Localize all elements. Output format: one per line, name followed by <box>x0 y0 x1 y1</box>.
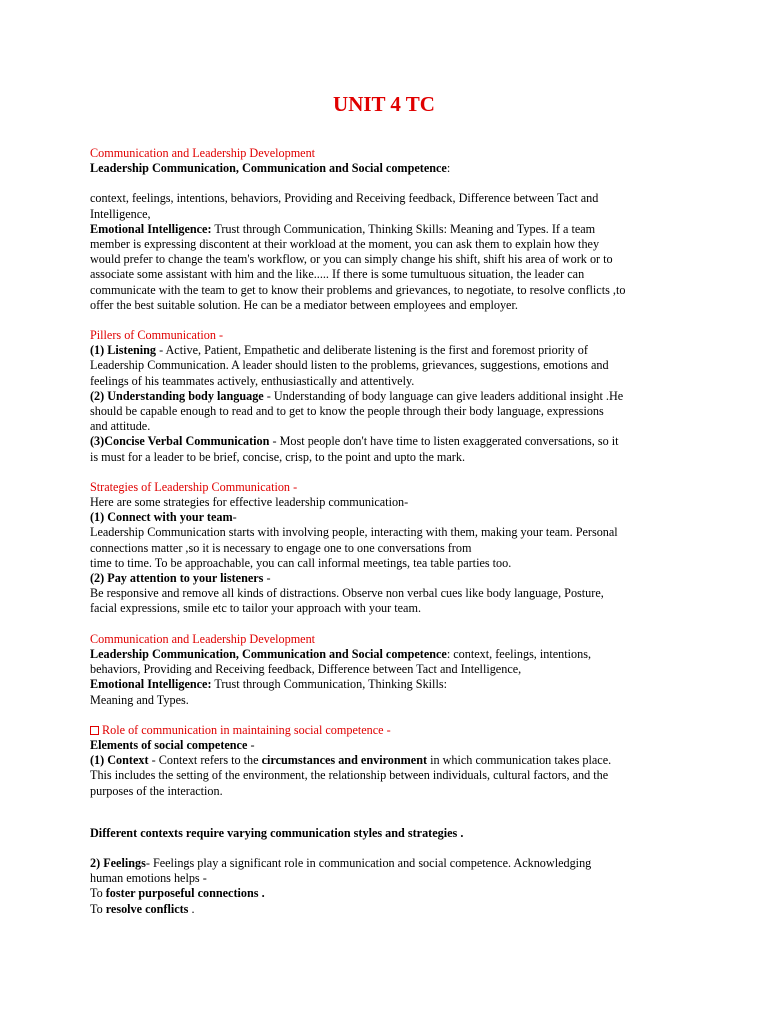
paragraph-line: Intelligence, <box>90 206 151 221</box>
emotional-intelligence-label: Emotional Intelligence: <box>90 677 212 692</box>
paragraph-line: (3)Concise Verbal Communication - Most people don't have time to listen exaggerated conversations, so it <box>90 434 619 449</box>
paragraph-line: connections matter ,so it is necessary to engage one to one conversations from <box>90 540 472 555</box>
paragraph-line: Emotional Intelligence: Trust through Communication, Thinking Skills: <box>90 677 447 692</box>
paragraph-line: (1) Connect with your team- <box>90 510 237 525</box>
paragraph-line: purposes of the interaction. <box>90 783 223 798</box>
paragraph-line: (1) Listening - Active, Patient, Empathetic and deliberate listening is the first and foremost priority of <box>90 343 588 358</box>
paragraph-line: Be responsive and remove all kinds of distractions. Observe non verbal cues like body language, Posture, <box>90 586 604 601</box>
paragraph-line: Leadership Communication. A leader should listen to the problems, grievances, suggestions, emotions and <box>90 358 609 373</box>
paragraph-line: member is expressing discontent at their workload at the moment, you can ask them to explain how they <box>90 237 600 252</box>
paragraph-line: human emotions helps - <box>90 871 207 886</box>
paragraph-line: Meaning and Types. <box>90 692 189 707</box>
section-heading: Strategies of Leadership Communication - <box>90 479 298 494</box>
paragraph-line: and attitude. <box>90 419 151 434</box>
page-title: UNIT 4 TC <box>333 92 435 116</box>
paragraph-line: communicate with the team to get to know their problems and grievances, to negotiate, to resolve conflicts ,to <box>90 282 626 297</box>
paragraph-line: should be capable enough to read and to get to know the people through their body language, expressions <box>90 404 604 419</box>
missing-glyph-icon <box>90 726 99 735</box>
document-body <box>90 146 690 917</box>
emotional-intelligence-label: Emotional Intelligence: <box>90 221 212 236</box>
paragraph-line: (1) Context - Context refers to the circumstances and environment in which communication takes place. <box>90 753 612 768</box>
paragraph-line: Elements of social competence - <box>90 737 255 752</box>
paragraph-line: associate some assistant with him and the like..... If there is some tumultuous situation, the leader can <box>90 267 585 282</box>
paragraph-line: Leadership Communication starts with involving people, interacting with them, making your team. Personal <box>90 525 618 540</box>
paragraph-line: (2) Pay attention to your listeners - <box>90 571 271 586</box>
section-heading: Role of communication in maintaining social competence - <box>90 723 690 738</box>
paragraph-line: Different contexts require varying communication styles and strategies . <box>90 825 464 840</box>
paragraph-line: Here are some strategies for effective leadership communication- <box>90 495 409 510</box>
paragraph-line: offer the best suitable solution. He can be a mediator between employees and employer. <box>90 297 518 312</box>
paragraph-line: To resolve conflicts . <box>90 901 195 916</box>
paragraph-line: behaviors, Providing and Receiving feedback, Difference between Tact and Intelligence, <box>90 662 522 677</box>
section-heading: Communication and Leadership Development <box>90 146 316 160</box>
paragraph-line: is must for a leader to be brief, concise, crisp, to the point and upto the mark. <box>90 449 465 464</box>
paragraph-line: This includes the setting of the environment, the relationship between individuals, cultural factors, and the <box>90 768 609 783</box>
paragraph-line: facial expressions, smile etc to tailor your approach with your team. <box>90 601 421 616</box>
section-subheading: Leadership Communication, Communication and Social competence: <box>90 161 451 176</box>
paragraph-line: To foster purposeful connections . <box>90 886 265 901</box>
section-heading: Communication and Leadership Development <box>90 631 316 646</box>
paragraph-line: context, feelings, intentions, behaviors, Providing and Receiving feedback, Difference between Tact and <box>90 191 599 206</box>
paragraph-line: Leadership Communication, Communication and Social competence: context, feelings, intentions, <box>90 646 592 661</box>
paragraph-line: feelings of his teammates actively, enthusiastically and attentively. <box>90 373 415 388</box>
section-heading: Pillers of Communication - <box>90 328 224 343</box>
paragraph-line: 2) Feelings- Feelings play a significant role in communication and social competence. Acknowledging <box>90 855 592 870</box>
paragraph-line: would prefer to change the team's workflow, or you can simply change his shift, shift his area of work or to <box>90 252 613 267</box>
paragraph-line: (2) Understanding body language - Understanding of body language can give leaders additional insight .He <box>90 388 624 403</box>
paragraph-line: Emotional Intelligence: Trust through Communication, Thinking Skills: Meaning and Types. If a team <box>90 221 596 236</box>
paragraph-line: time to time. To be approachable, you can call informal meetings, tea table parties too. <box>90 555 512 570</box>
